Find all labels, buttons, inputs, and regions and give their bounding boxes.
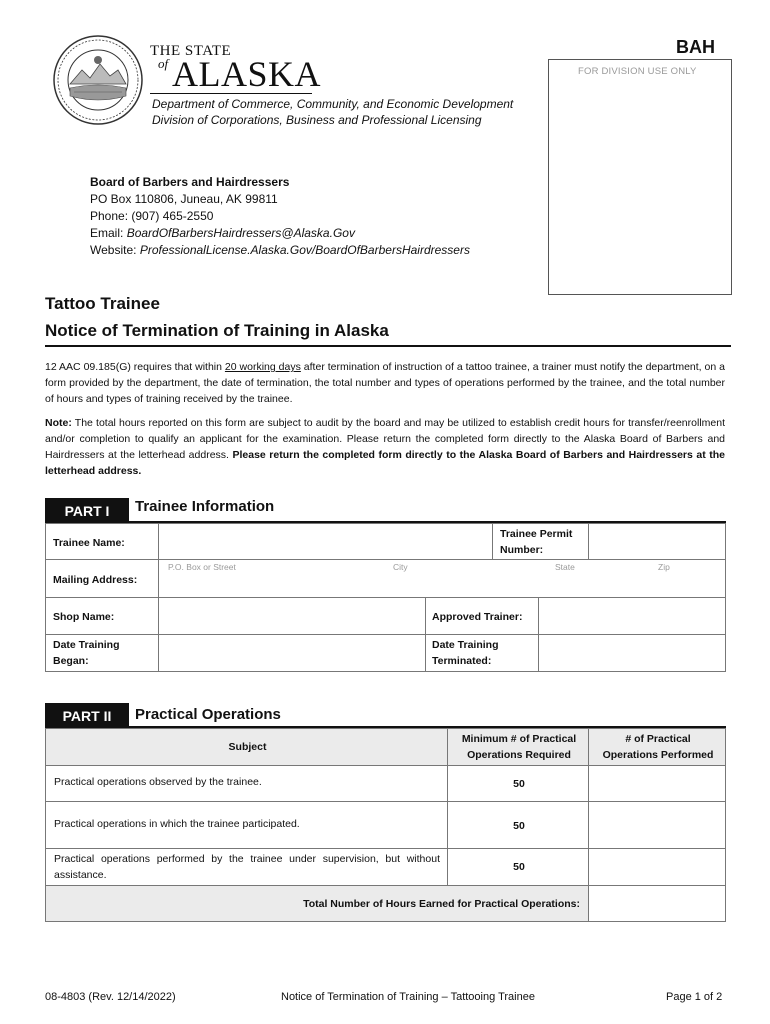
row-performed-field[interactable]: [588, 848, 726, 886]
row-subject: Practical operations performed by the trainee under supervision, but without assistance.: [54, 853, 440, 881]
performed-header: [589, 731, 727, 763]
part1-title: Trainee Information: [135, 498, 275, 515]
permit-label-line2: Number:: [500, 544, 544, 556]
note-paragraph: [45, 415, 725, 479]
intro-paragraph: [45, 359, 725, 407]
date-terminated-label-cell: [425, 634, 539, 672]
permit-label-line1: Trainee Permit: [500, 528, 573, 540]
board-contact-block: [90, 174, 470, 259]
division-use-box: [548, 59, 732, 295]
approved-trainer-field[interactable]: [538, 597, 726, 635]
perf-header-line2: Operations Performed: [602, 749, 714, 761]
date-began-line1: Date Training: [53, 639, 120, 651]
row-min-value: 50: [513, 820, 525, 832]
board-address: PO Box 110806, Juneau, AK 99811: [90, 192, 278, 206]
website-prefix: Website:: [90, 243, 140, 257]
state-the: THE STATE: [150, 43, 232, 59]
part2-tag: PART II: [45, 703, 129, 727]
table-row: [45, 765, 448, 802]
department-block: [152, 96, 513, 128]
mailing-label-cell: [45, 559, 159, 598]
form-title-line2: Notice of Termination of Training in Alaska: [45, 321, 389, 340]
department-line: Department of Commerce, Community, and Economic Development: [152, 97, 514, 111]
trainee-name-label: Trainee Name:: [53, 537, 125, 549]
hint-state: State: [555, 562, 575, 572]
part1-tag: PART I: [45, 498, 129, 522]
board-website-line: [90, 242, 470, 259]
division-use-label: FOR DIVISION USE ONLY: [578, 66, 697, 77]
date-term-line2: Terminated:: [432, 655, 492, 667]
board-email-line: [90, 225, 470, 242]
permit-number-label-cell: [492, 523, 589, 560]
note-bold-text: Please return the completed form directly to the Alaska Board of Barbers and Hairdressers at the letterhead address.: [45, 449, 725, 477]
logotype-rule: [150, 93, 312, 94]
footer-page-number: Page 1 of 2: [666, 991, 723, 1003]
row-performed-field[interactable]: [588, 801, 726, 849]
min-header-line2: Operations Required: [467, 749, 571, 761]
date-term-line1: Date Training: [432, 639, 499, 651]
note-text: The total hours reported on this form are subject to audit by the board and may be utilized to establish credit hours for transfer/reenrollment and/or completion to qualify an applicant for the examination. Please return the completed form directly to the Alaska Board of Barbers and Hairdressers at the letterhead address.: [45, 417, 725, 461]
subject-header: Subject: [228, 741, 267, 753]
row-min-value: 50: [513, 778, 525, 790]
approved-trainer-label-cell: [425, 597, 539, 635]
note-label: Note:: [45, 417, 72, 429]
min-required-header-cell: [447, 728, 589, 766]
division-line: Division of Corporations, Business and Professional Licensing: [152, 113, 482, 127]
board-name: Board of Barbers and Hairdressers: [90, 175, 290, 189]
date-began-label: [53, 637, 120, 669]
table-row: [45, 848, 448, 886]
hint-zip: Zip: [658, 562, 670, 572]
row-min-cell: [447, 848, 589, 886]
total-label: Total Number of Hours Earned for Practical Operations:: [303, 898, 580, 910]
shop-label-cell: [45, 597, 159, 635]
row-min-value: 50: [513, 861, 525, 873]
subject-header-cell: [45, 728, 448, 766]
performed-header-cell: [588, 728, 726, 766]
date-terminated-label: [432, 637, 499, 669]
board-phone: Phone: (907) 465-2550: [90, 209, 214, 223]
board-website-link[interactable]: ProfessionalLicense.Alaska.Gov/BoardOfBarbersHairdressers: [139, 243, 470, 257]
intro-text-a: 12 AAC 09.185(G) requires that within: [45, 361, 225, 373]
date-began-label-cell: [45, 634, 159, 672]
email-prefix: Email:: [90, 226, 127, 240]
board-email-link[interactable]: BoardOfBarbersHairdressers@Alaska.Gov: [126, 226, 355, 240]
permit-number-field[interactable]: [588, 523, 726, 560]
hint-street: P.O. Box or Street: [168, 562, 236, 572]
row-subject: Practical operations observed by the trainee.: [54, 776, 262, 788]
date-began-field[interactable]: [158, 634, 426, 672]
row-min-cell: [447, 801, 589, 849]
permit-number-label: [500, 526, 572, 558]
footer-title: Notice of Termination of Training – Tattooing Trainee: [281, 991, 535, 1003]
row-performed-field[interactable]: [588, 765, 726, 802]
approved-trainer-label: Approved Trainer:: [432, 611, 523, 623]
row-min-cell: [447, 765, 589, 802]
trainee-name-label-cell: [45, 523, 159, 560]
intro-text-b: after termination of instruction of a tattoo trainee, a trainer must notify the department, on a form provided by the department, the date of termination, the total number and types of operations performed by the trainee, and the total number of hours and types of training received by the trainee.: [45, 361, 726, 405]
min-required-header: [448, 731, 590, 763]
table-row: [45, 801, 448, 849]
form-title-line1: Tattoo Trainee: [45, 294, 160, 313]
perf-header-line1: # of Practical: [625, 733, 691, 745]
title-rule: [45, 345, 731, 347]
part2-title: Practical Operations: [135, 706, 281, 723]
hint-city: City: [393, 562, 408, 572]
alaska-state-seal-icon: [52, 34, 144, 126]
form-code: BAH: [676, 37, 715, 57]
mailing-address-field[interactable]: [158, 559, 726, 598]
intro-deadline: 20 working days: [224, 361, 301, 373]
mailing-label: Mailing Address:: [53, 574, 138, 586]
row-subject: Practical operations in which the trainee participated.: [54, 818, 300, 830]
shop-name-label: Shop Name:: [53, 611, 115, 623]
total-hours-field[interactable]: [588, 885, 726, 922]
footer-form-number: 08-4803 (Rev. 12/14/2022): [45, 991, 176, 1003]
total-label-cell: [45, 885, 589, 922]
state-of: of: [158, 56, 169, 71]
state-alaska-logotype: ALASKA: [172, 54, 322, 94]
date-terminated-field[interactable]: [538, 634, 726, 672]
trainee-name-field[interactable]: [158, 523, 493, 560]
min-header-line1: Minimum # of Practical: [461, 733, 577, 745]
shop-name-field[interactable]: [158, 597, 426, 635]
date-began-line2: Began:: [53, 655, 89, 667]
